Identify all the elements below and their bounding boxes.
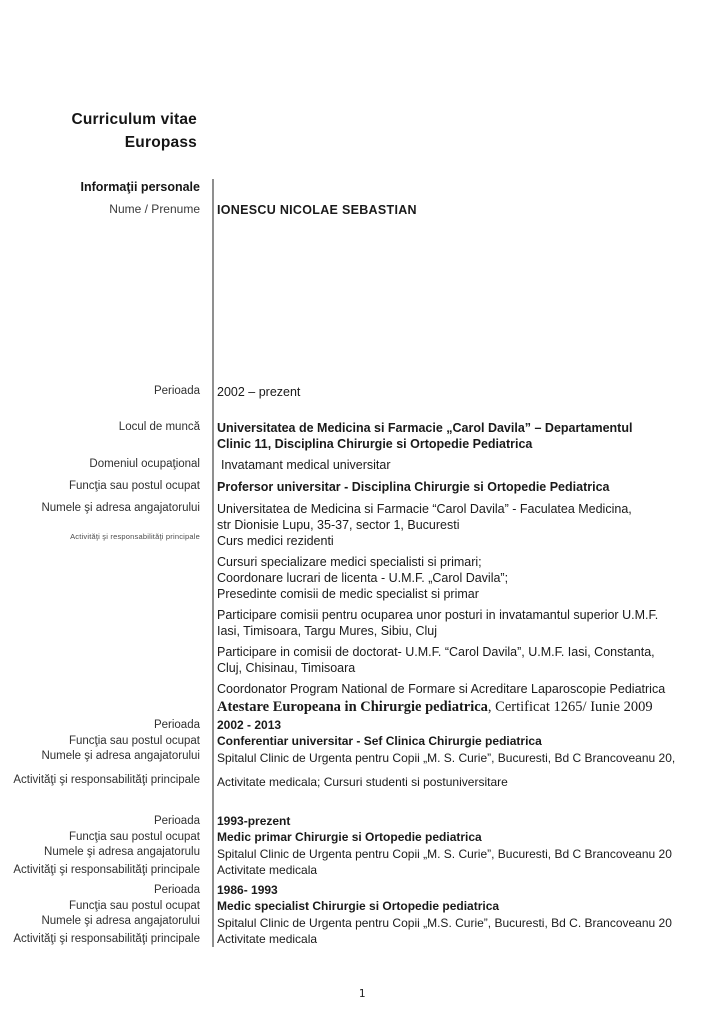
row-exp1-position (0, 479, 724, 495)
exp3-period-label: Perioada (153, 815, 200, 827)
exp1-activities-paragraph-2: Participare comisii pentru ocuparea unor posturi in invatamantul superior U.M.F. Iasi, Timisoara, Targu Mures, Sibiu, Cluj (217, 608, 659, 638)
cv-table (0, 179, 724, 947)
name-label: Nume / Prenume (109, 202, 200, 216)
row-exp3-activities (0, 863, 724, 879)
exp1-activities-paragraph-3: Participare in comisii de doctorat- U.M.F. “Carol Davila”, U.M.F. Iasi, Constanta, Cluj, Chisinau, Timisoara (217, 645, 655, 675)
exp1-position-value: Profersor universitar - Disciplina Chirurgie si Ortopedie Pediatrica (217, 480, 610, 494)
row-exp1-domain (0, 457, 724, 473)
exp2-activities-label: Activităţi şi responsabilităţi principale (13, 773, 200, 786)
exp4-activities-label: Activităţi şi responsabilităţi principale (13, 932, 200, 945)
exp1-activities-paragraph-4: Coordonator Program National de Formare si Acreditare Laparoscopie Pediatrica (217, 682, 666, 696)
row-exp1-activities-4 (0, 676, 724, 697)
row-personal-info (0, 179, 724, 195)
row-exp4-position (0, 899, 724, 915)
exp2-period-value: 2002 - 2013 (217, 718, 282, 732)
exp3-period-value: 1993-prezent (217, 814, 291, 828)
exp1-position-label: Funcţia sau postul ocupat (68, 480, 200, 492)
exp2-position-value: Conferentiar universitar - Sef Clinica Chirurgie pediatrica (217, 733, 542, 748)
exp4-employer-label: Numele şi adresa angajatorului (41, 915, 200, 927)
row-exp4-activities (0, 932, 724, 948)
row-exp2-period (0, 718, 724, 734)
exp1-period-label: Perioada (153, 385, 200, 397)
certification-title: Atestare Europeana in Chirurgie pediatrica (217, 699, 488, 715)
exp4-activities-value: Activitate medicala (217, 931, 318, 946)
exp1-domain-label: Domeniul ocupaţional (89, 458, 200, 470)
row-name (0, 202, 724, 218)
exp2-period-label: Perioada (153, 719, 200, 731)
page-number: 1 (358, 987, 366, 1000)
exp4-position-label: Funcţia sau postul ocupat (68, 899, 200, 912)
row-exp2-employer (0, 749, 724, 767)
exp2-employer-label: Numele şi adresa angajatorului (41, 750, 200, 762)
row-exp1-activities-1 (0, 549, 724, 602)
row-exp1-activities-3 (0, 639, 724, 676)
row-exp1-workplace (0, 420, 724, 452)
cv-title (0, 108, 197, 154)
exp1-activities-label: Activităţi şi responsabilităţi principale (70, 531, 200, 541)
exp4-position-value: Medic specialist Chirurgie si Ortopedie pediatrica (217, 898, 500, 913)
exp3-employer-value: Spitalul Clinic de Urgenta pentru Copii „M. S. Curie”, Bucuresti, Bd C Brancoveanu 20 (217, 847, 672, 861)
exp4-employer-value: Spitalul Clinic de Urgenta pentru Copii „M.S. Curie”, Bucuresti, Bd C. Brancoveanu 20 (217, 916, 672, 930)
exp3-activities-label: Activităţi şi responsabilităţi principale (13, 863, 200, 876)
exp1-employer-value: Universitatea de Medicina si Farmacie “Carol Davila” - Faculatea Medicina, str Dionisie Lupu, 35-37, sector 1, Bucuresti Curs medici rezidenti (217, 502, 632, 548)
row-exp4-employer (0, 914, 724, 932)
exp1-certification-line (207, 699, 724, 716)
exp2-employer-value: Spitalul Clinic de Urgenta pentru Copii „M. S. Curie”, Bucuresti, Bd C Brancoveanu 20, (217, 751, 676, 765)
exp3-position-label: Funcţia sau postul ocupat (68, 830, 200, 843)
row-exp4-period (0, 883, 724, 899)
exp3-activities-value: Activitate medicala (217, 862, 318, 877)
exp2-activities-value: Activitate medicala; Cursuri studenti si postuniversitare (217, 774, 508, 789)
exp1-period-value: 2002 – prezent (217, 385, 301, 399)
row-exp1-activities-2 (0, 602, 724, 639)
name-value: IONESCU NICOLAE SEBASTIAN (217, 203, 417, 217)
exp2-position-label: Funcţia sau postul ocupat (68, 734, 200, 747)
exp3-employer-label: Numele şi adresa angajatorulu (44, 846, 200, 858)
certification-detail: , Certificat 1265/ Iunie 2009 (487, 699, 653, 715)
exp1-activities-paragraph-1: Cursuri specializare medici specialisti si primari; Coordonare lucrari de licenta - U.M.F. „Carol Davila”; Presedinte comisii de medic specialist si primar (217, 555, 509, 601)
exp3-position-value: Medic primar Chirurgie si Ortopedie pediatrica (217, 829, 482, 844)
row-exp3-position (0, 830, 724, 846)
cv-title-line1: Curriculum vitae (71, 111, 197, 128)
column-divider-line (212, 179, 214, 947)
blank-spacer (0, 218, 724, 384)
row-exp3-period (0, 814, 724, 830)
exp1-workplace-value: Universitatea de Medicina si Farmacie „Carol Davila” – Departamentul Clinic 11, Disciplina Chirurgie si Ortopedie Pediatrica (217, 421, 633, 451)
row-exp3-employer (0, 845, 724, 863)
row-exp2-position (0, 734, 724, 750)
row-exp1-period (0, 384, 724, 400)
exp1-employer-label: Numele şi adresa angajatorului (41, 502, 200, 514)
cv-title-line2: Europass (124, 134, 197, 151)
row-exp1-employer (0, 501, 724, 549)
exp1-employer-labels (0, 501, 207, 542)
row-exp1-certification (0, 697, 724, 716)
exp4-period-label: Perioada (153, 884, 200, 896)
exp1-workplace-label: Locul de muncă (118, 421, 200, 433)
exp4-period-value: 1986- 1993 (217, 883, 278, 897)
personal-info-heading: Informaţii personale (80, 180, 200, 194)
row-exp2-activities (0, 773, 724, 791)
exp1-domain-value: Invatamant medical universitar (221, 458, 391, 472)
